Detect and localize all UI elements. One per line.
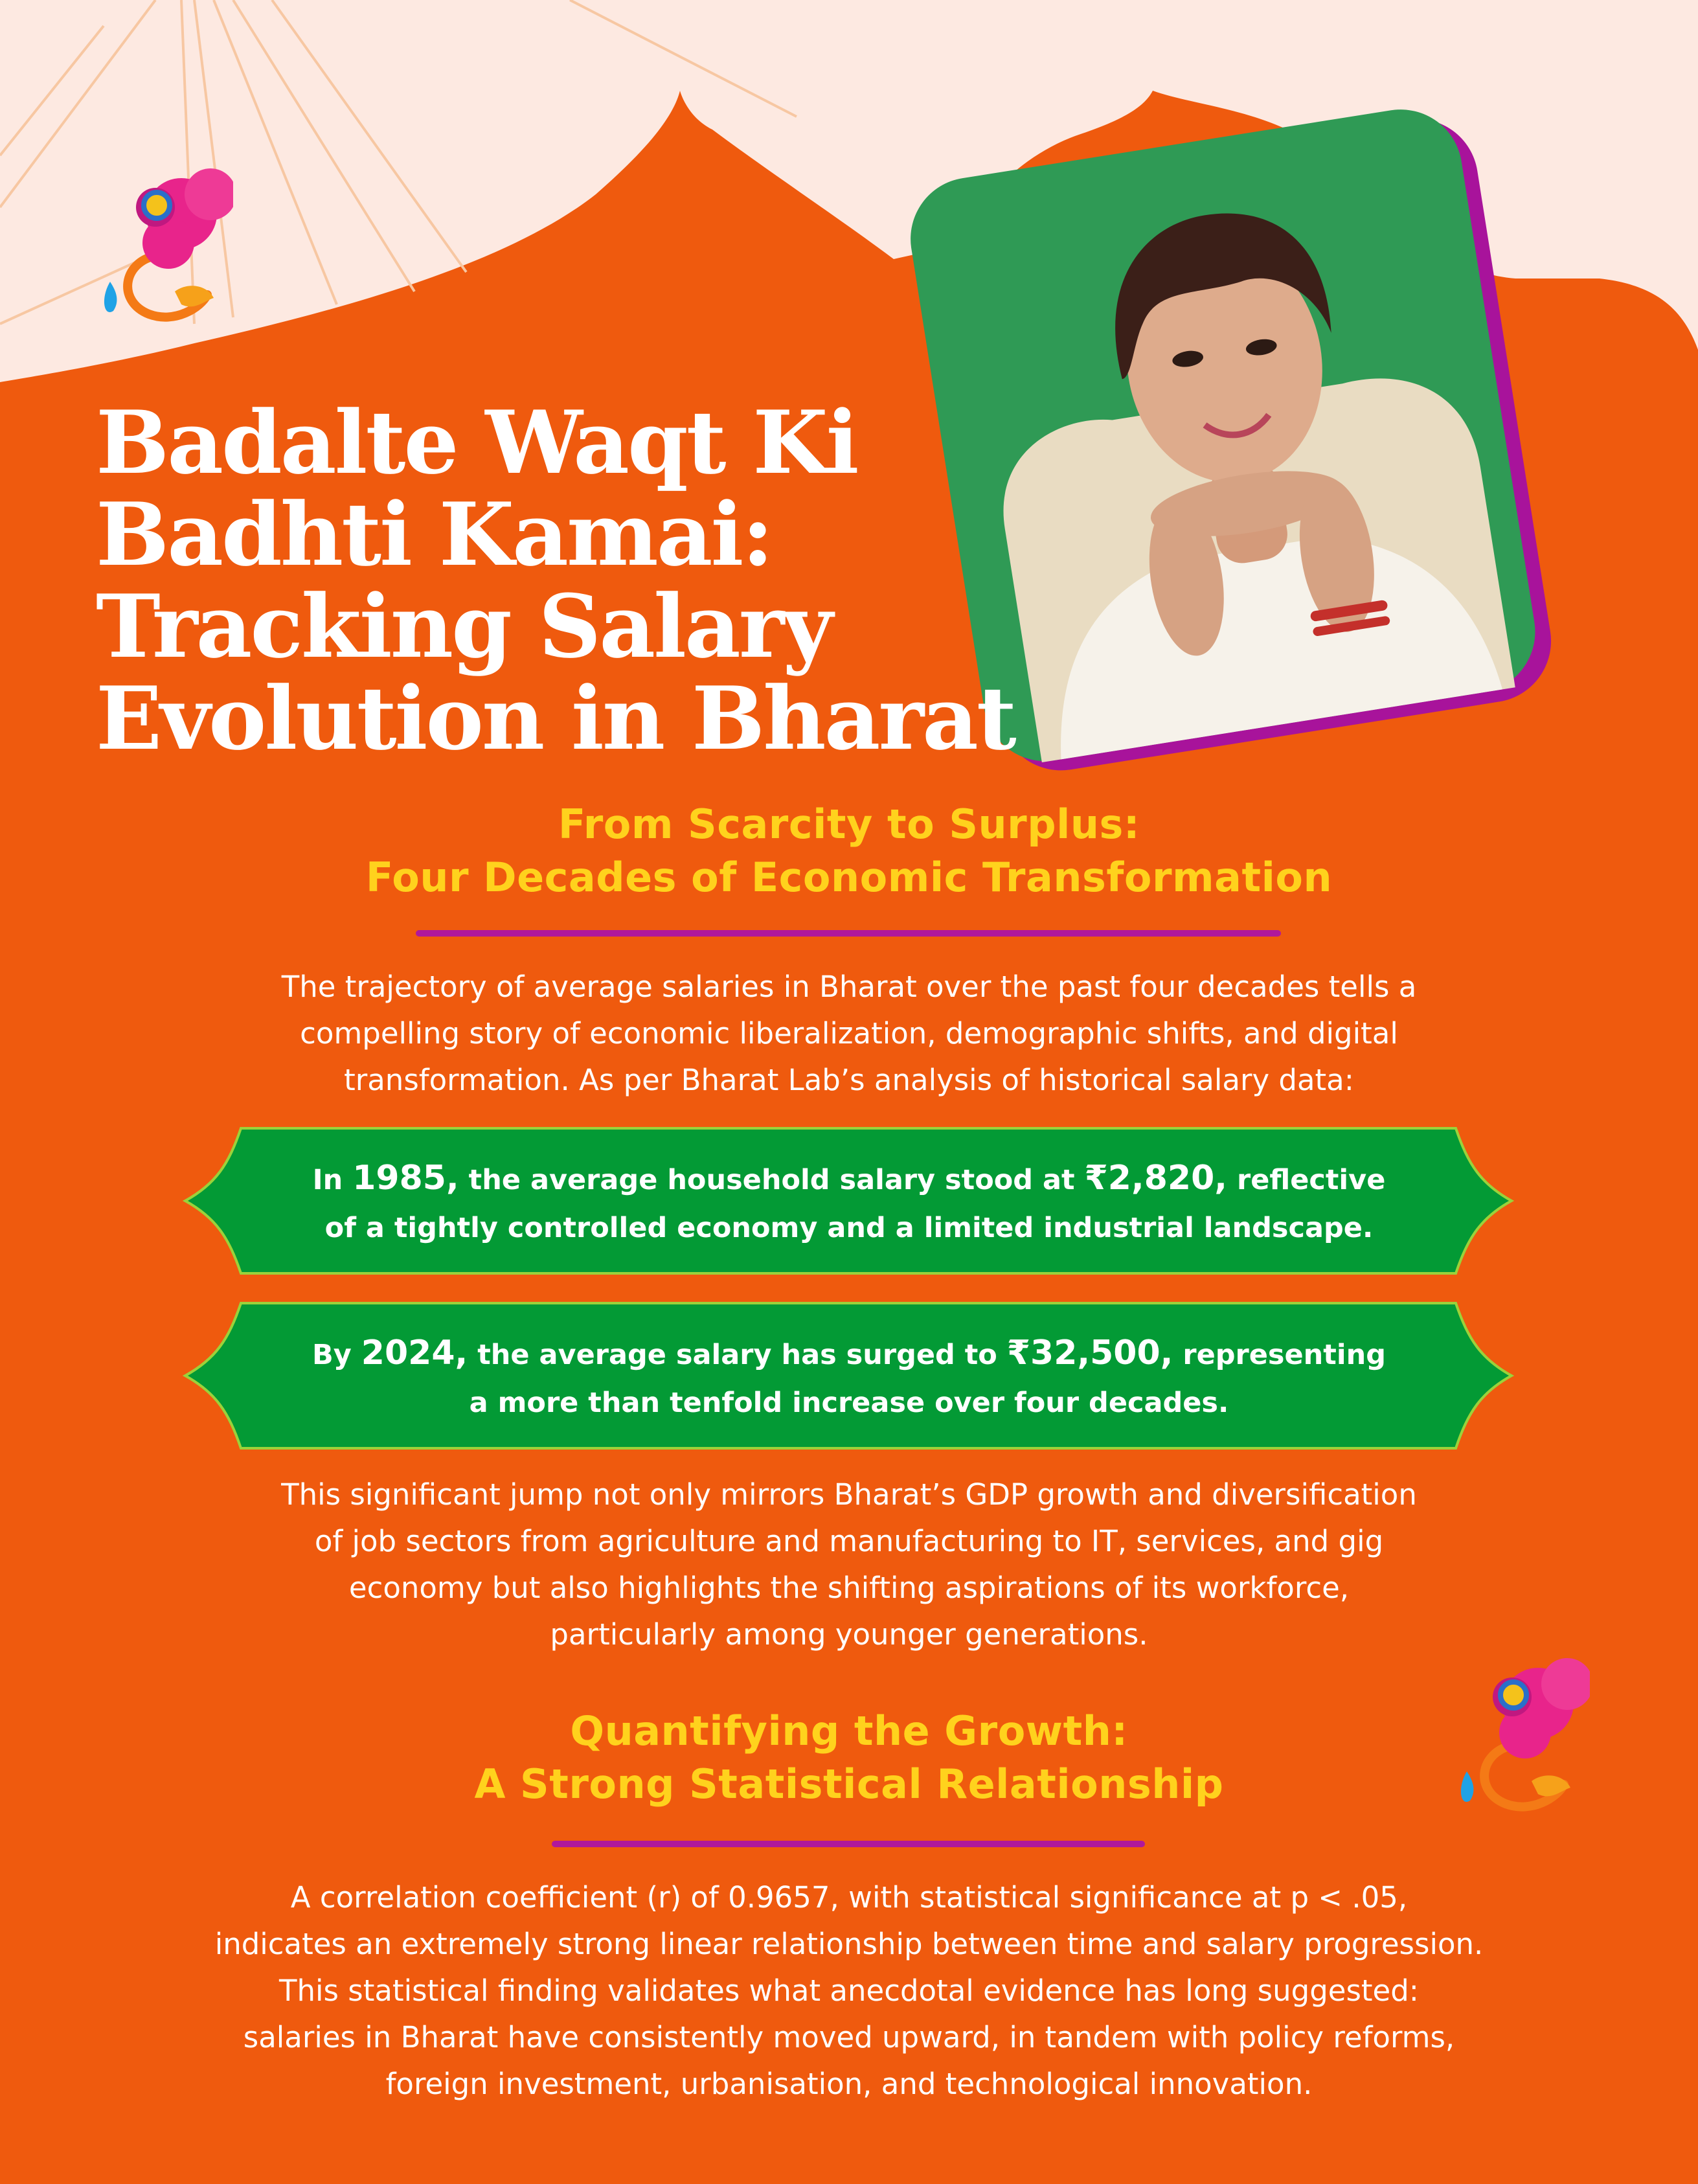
section-divider <box>416 930 1281 937</box>
page-title <box>96 391 1015 769</box>
callout-line <box>0 1329 1698 1379</box>
callout-line: of a tightly controlled economy and a limited industrial landscape. <box>324 1212 1374 1244</box>
paragraph-line: foreign investment, urbanisation, and technological innovation. <box>385 2067 1313 2101</box>
paragraph-line: transformation. As per Bharat Lab’s analysis of historical salary data: <box>344 1063 1354 1097</box>
callout-amount: ₹2,820, <box>1084 1159 1228 1198</box>
callout-year: 2024, <box>361 1334 468 1372</box>
heading-line: Four Decades of Economic Transformation <box>365 854 1333 901</box>
paragraph-line: The trajectory of average salaries in Bharat over the past four decades tells a <box>281 970 1417 1004</box>
callout-middle: the average salary has surged to <box>468 1339 1007 1371</box>
callout-2024 <box>0 1329 1698 1427</box>
heading-line: Quantifying the Growth: <box>570 1707 1128 1755</box>
callout-line <box>0 1154 1698 1204</box>
heading-line: From Scarcity to Surplus: <box>558 801 1140 848</box>
paragraph-line: particularly among younger generations. <box>550 1617 1148 1652</box>
paragraph-line: This statistical finding validates what anecdotal evidence has long suggested: <box>279 1974 1419 2008</box>
title-line: Tracking Salary <box>96 575 832 677</box>
title-line: Badhti Kamai: <box>96 483 772 586</box>
title-line: Evolution in Bharat <box>96 667 1015 769</box>
callout-middle: the average household salary stood at <box>458 1164 1085 1196</box>
callout-line: a more than tenfold increase over four decades. <box>469 1387 1229 1419</box>
title-line: Badalte Waqt Ki <box>96 391 857 494</box>
section-heading-transformation <box>0 798 1698 904</box>
paragraph-line: A correlation coefficient (r) of 0.9657, with statistical significance at p < .05, <box>290 1880 1408 1915</box>
paragraph-line: economy but also highlights the shifting aspirations of its workforce, <box>348 1571 1350 1605</box>
callout-suffix: representing <box>1173 1339 1386 1371</box>
callout-1985 <box>0 1154 1698 1252</box>
flower-ornament-icon <box>97 165 233 334</box>
callout-year: 1985, <box>352 1159 459 1198</box>
paragraph-line: of job sectors from agriculture and manufacturing to IT, services, and gig <box>314 1524 1384 1558</box>
section-heading-growth <box>0 1705 1698 1811</box>
statistics-paragraph <box>0 1874 1698 2108</box>
section-divider <box>552 1841 1145 1847</box>
paragraph-line: compelling story of economic liberalization, demographic shifts, and digital <box>300 1016 1398 1051</box>
intro-paragraph <box>0 964 1698 1104</box>
paragraph-line: salaries in Bharat have consistently moved upward, in tandem with policy reforms, <box>243 2020 1455 2054</box>
paragraph-line: This significant jump not only mirrors Bharat’s GDP growth and diversification <box>281 1477 1417 1512</box>
paragraph-line: indicates an extremely strong linear relationship between time and salary progression. <box>214 1927 1484 1961</box>
callout-amount: ₹32,500, <box>1006 1334 1173 1372</box>
callout-prefix: In <box>312 1164 353 1196</box>
callout-suffix: reflective <box>1227 1164 1386 1196</box>
body-paragraph <box>0 1472 1698 1658</box>
callout-prefix: By <box>312 1339 361 1371</box>
heading-line: A Strong Statistical Relationship <box>474 1760 1224 1808</box>
